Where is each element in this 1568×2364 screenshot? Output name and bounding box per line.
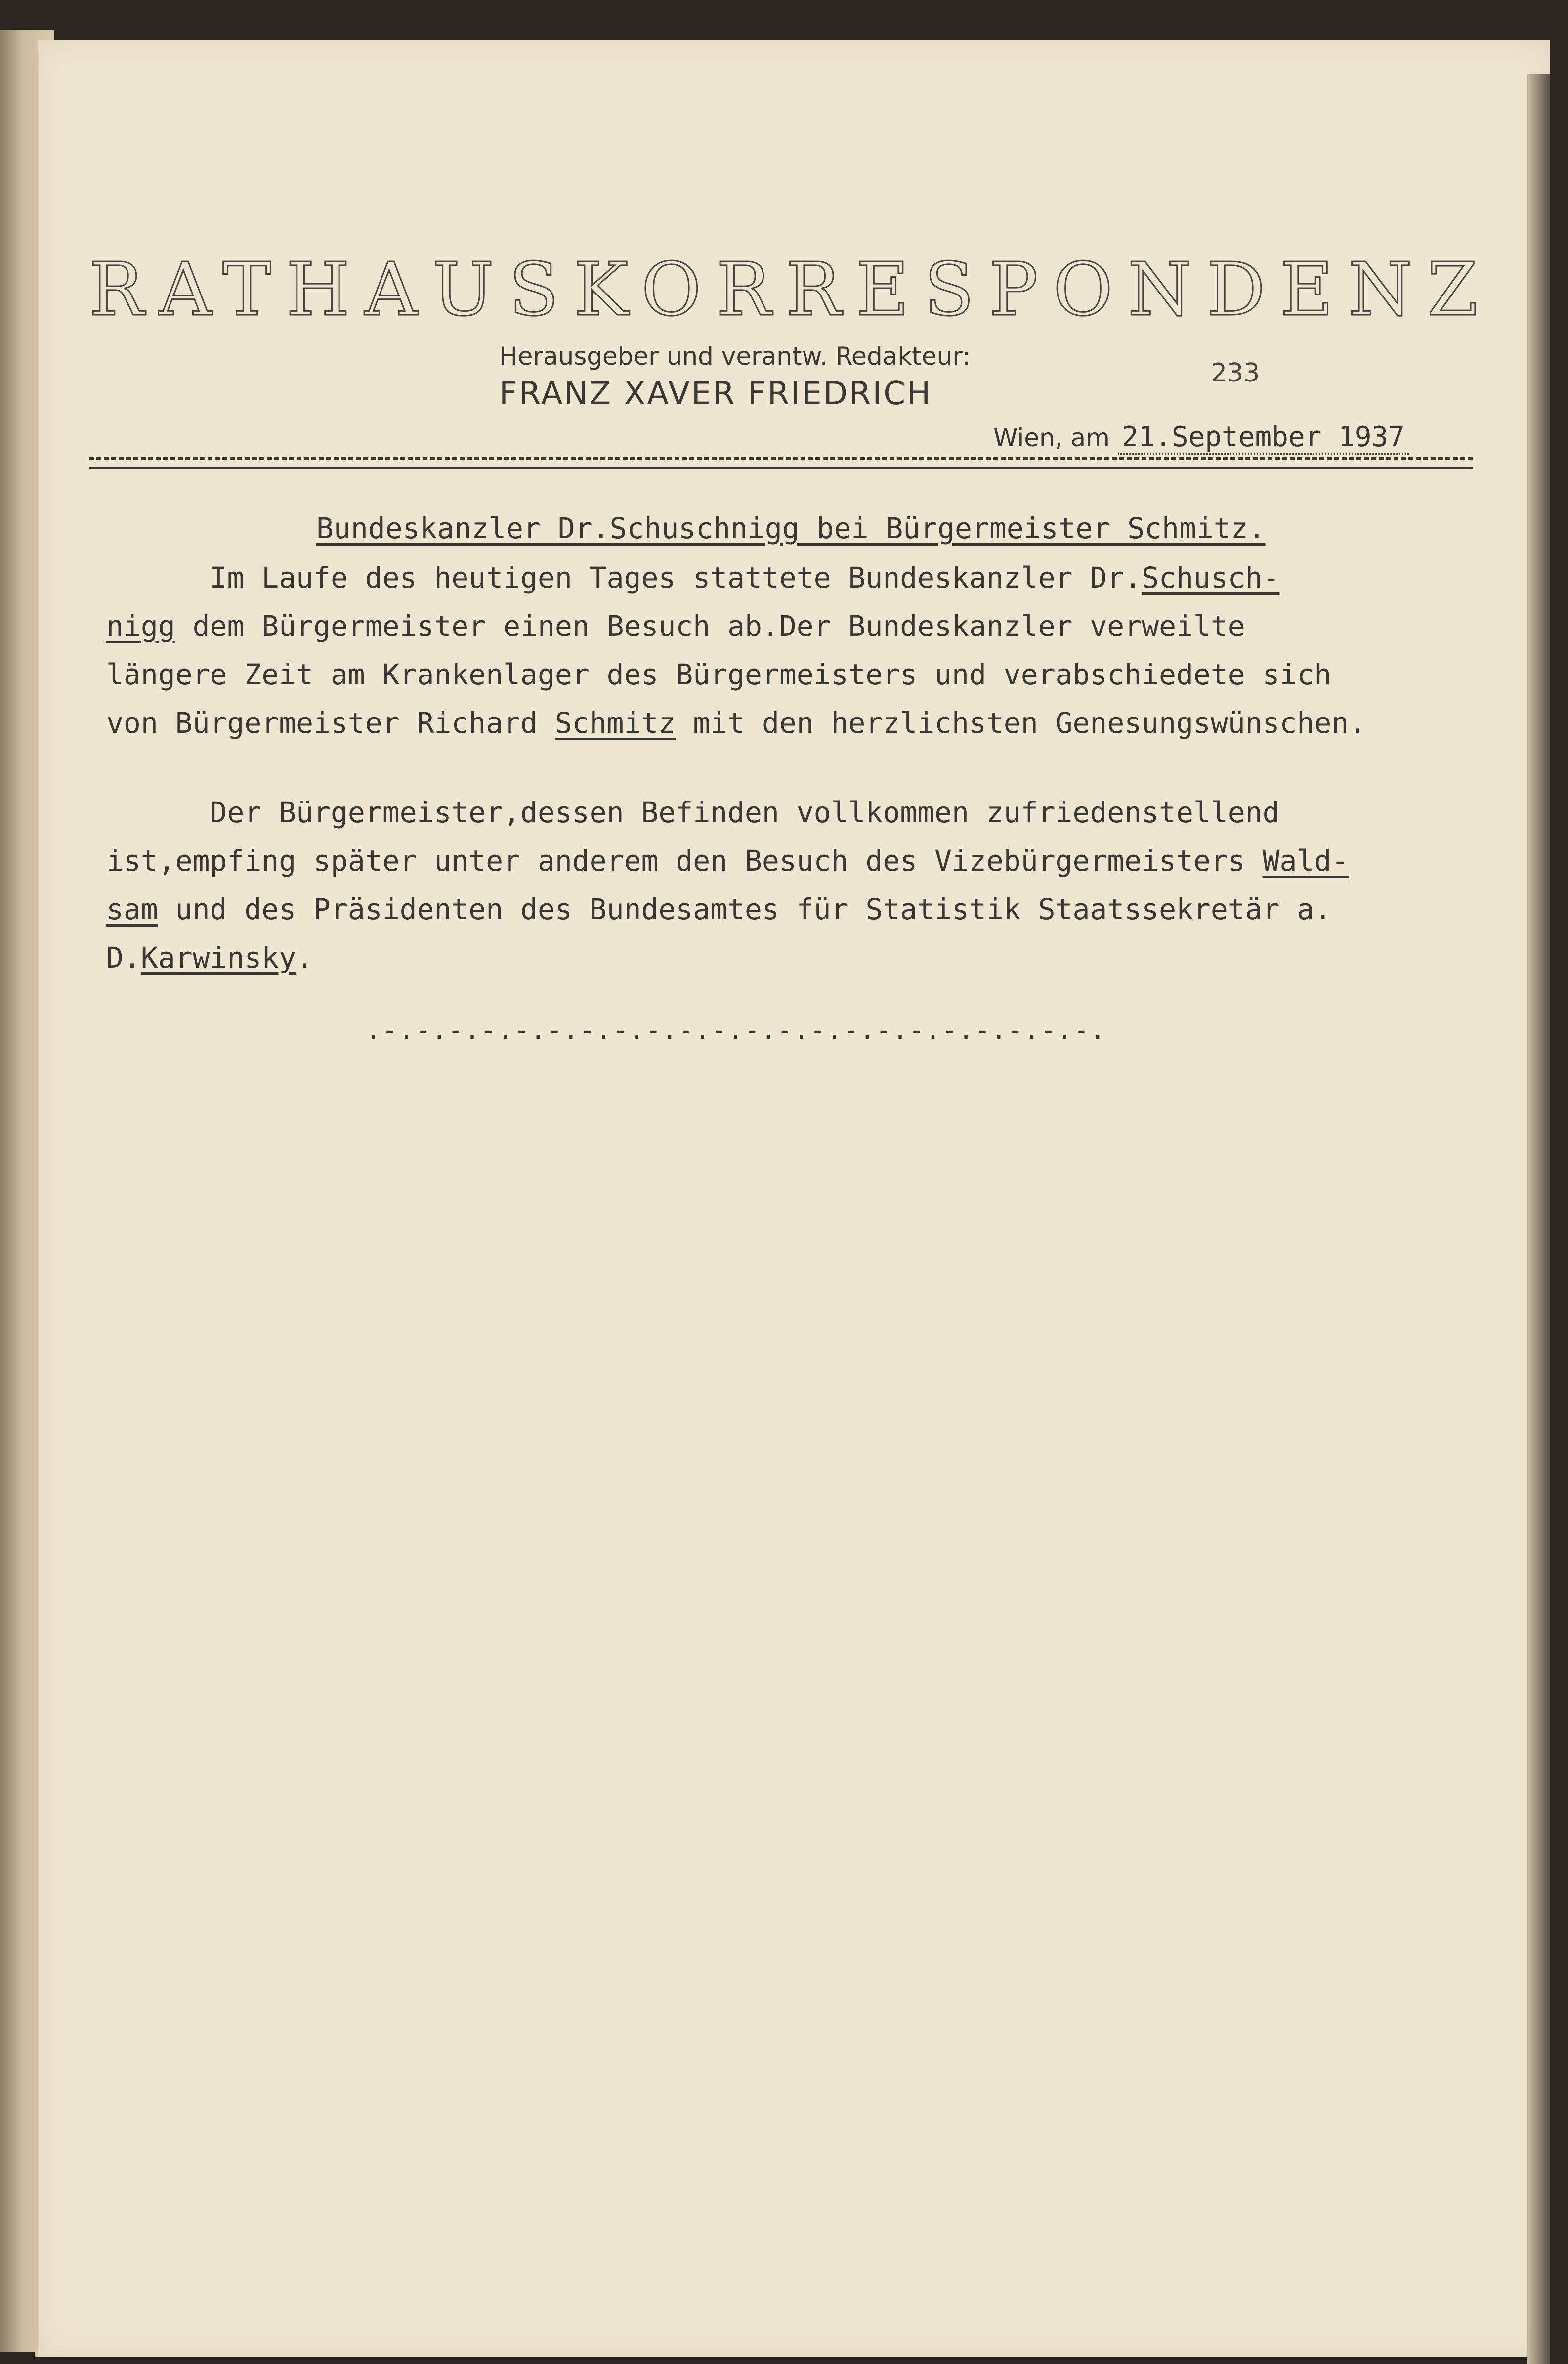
publisher-label: Herausgeber und verantw. Redakteur: [499, 342, 971, 371]
text-run: längere Zeit am Krankenlager des Bürgermeisters und verabschiedete sich [106, 658, 1332, 691]
text-line [106, 892, 1331, 926]
text-line [106, 658, 1331, 691]
underlined-name: sam [106, 892, 158, 926]
text-run: Der Bürgermeister,dessen Befinden vollkommen zufriedenstellend [106, 796, 1280, 829]
date-value: 21.September 1937 [1118, 421, 1409, 455]
text-line [106, 941, 313, 974]
place-label: Wien, am [993, 423, 1110, 452]
underlined-name: Schusch- [1142, 561, 1280, 594]
masthead-rule-solid [89, 467, 1473, 469]
masthead-title: RATHAUSKORRESPONDENZ [89, 247, 1493, 332]
place-date-line [993, 421, 1409, 453]
text-line [106, 844, 1349, 878]
text-line [106, 609, 1245, 643]
text-run: D. [106, 941, 141, 974]
text-run: ist,empfing später unter anderem den Besuch des Vizebürgermeisters [106, 844, 1263, 878]
text-run: mit den herzlichsten Genesungswünschen. [676, 706, 1366, 740]
text-run: von Bürgermeister Richard [106, 706, 555, 740]
page-number: 233 [1211, 358, 1260, 388]
underlined-name: Wald- [1262, 844, 1349, 878]
text-line [106, 796, 1280, 829]
underlined-name: Schmitz [554, 706, 676, 740]
page-right-shadow [1527, 74, 1550, 2364]
masthead-rule-dashed [89, 457, 1473, 460]
text-run: Im Laufe des heutigen Tages stattete Bundeskanzler Dr. [106, 561, 1142, 594]
text-run: dem Bürgermeister einen Besuch ab.Der Bundeskanzler verweilte [175, 609, 1245, 643]
text-line [106, 706, 1366, 740]
text-run: und des Präsidenten des Bundesamtes für Statistik Staatssekretär a. [158, 892, 1332, 926]
closing-separator: .-.-.-.-.-.-.-.-.-.-.-.-.-.-.-.-.-.-.-.-.-.-. [366, 1015, 1106, 1045]
text-run: . [296, 941, 314, 974]
underlined-name: Karwinsky [140, 941, 297, 974]
underlined-name: nigg [106, 609, 175, 643]
article-headline: Bundeskanzler Dr.Schuschnigg bei Bürgermeister Schmitz. [316, 511, 1266, 545]
editor-name: FRANZ XAVER FRIEDRICH [499, 376, 932, 412]
text-line [106, 561, 1280, 594]
